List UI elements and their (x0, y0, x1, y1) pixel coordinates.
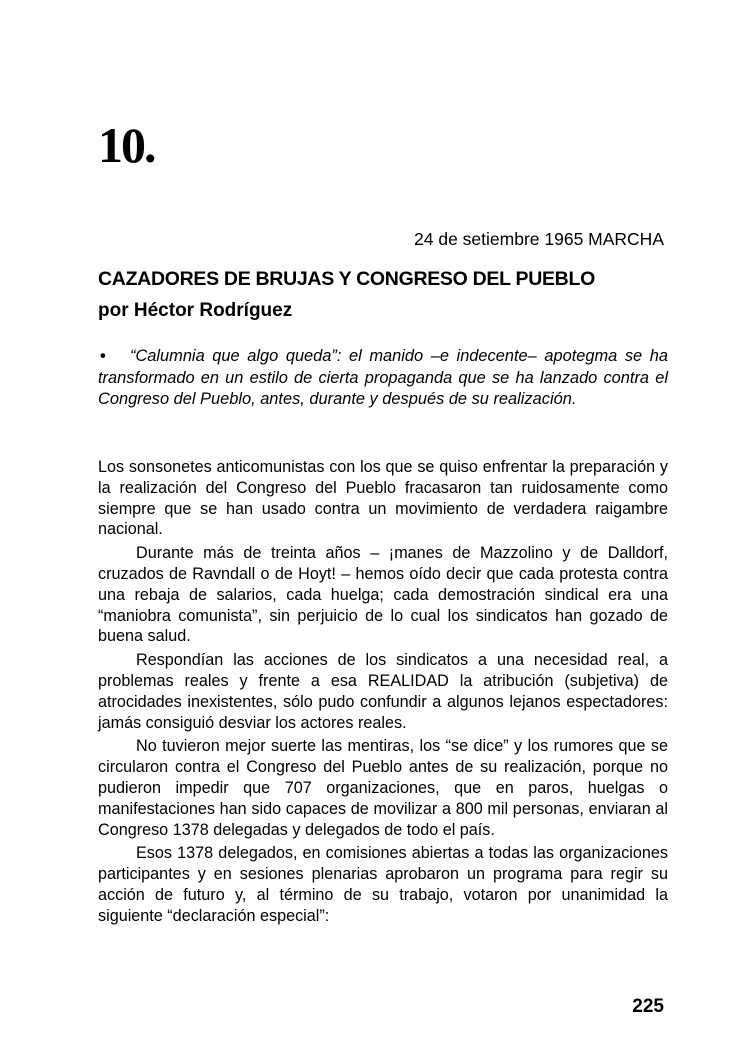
page-number: 225 (632, 996, 664, 1017)
body-paragraph: Los sonsonetes anticomunistas con los que se quiso enfrentar la preparación y la realización del Congreso del Pueblo fracasaron tan ruidosamente como siempre que se han usado contra un movimiento de verdadera raigambre nacional. (98, 458, 668, 539)
article-title: CAZADORES DE BRUJAS Y CONGRESO DEL PUEBLO (98, 268, 595, 290)
lead-paragraph (98, 346, 668, 411)
chapter-number: 10. (98, 117, 155, 173)
body-paragraph: Durante más de treinta años – ¡manes de Mazzolino y de Dalldorf, cruzados de Ravndall o de Hoyt! – hemos oído decir que cada protesta contra una rebaja de salarios, cada huelga; cada demostración sindical era una “maniobra comunista”, sin perjuicio de lo cual los sindicatos han gozado de buena salud. (98, 544, 668, 646)
source-date-line: 24 de setiembre 1965 MARCHA (414, 229, 664, 249)
lead-text: “Calumnia que algo queda”: el manido –e indecente– apotegma se ha transformado en un estilo de cierta propaganda que se ha lanzado contra el Congreso del Pueblo, antes, durante y después de su realización. (98, 347, 668, 408)
article-body (98, 457, 668, 930)
body-paragraph: No tuvieron mejor suerte las mentiras, los “se dice” y los rumores que se circularon contra el Congreso del Pueblo antes de su realización, porque no pudieron impedir que 707 organizaciones, que en paros, huelgas o manifestaciones han sido capaces de movilizar a 800 mil personas, enviaran al Congreso 1378 delegadas y delegados de todo el país. (98, 737, 668, 839)
bullet-icon: • (100, 347, 106, 365)
byline: por Héctor Rodríguez (98, 300, 293, 321)
body-paragraph: Respondían las acciones de los sindicatos a una necesidad real, a problemas reales y frente a esa REALIDAD la atribución (subjetiva) de atrocidades inexistentes, sólo pudo confundir a algunos lejanos espectadores: jamás consiguió desviar los actores reales. (98, 651, 668, 732)
body-paragraph: Esos 1378 delegados, en comisiones abiertas a todas las organizaciones participantes y en sesiones plenarias aprobaron un programa para regir su acción de futuro y, al término de su trabajo, votaron por unanimidad la siguiente “declaración especial”: (98, 844, 668, 925)
